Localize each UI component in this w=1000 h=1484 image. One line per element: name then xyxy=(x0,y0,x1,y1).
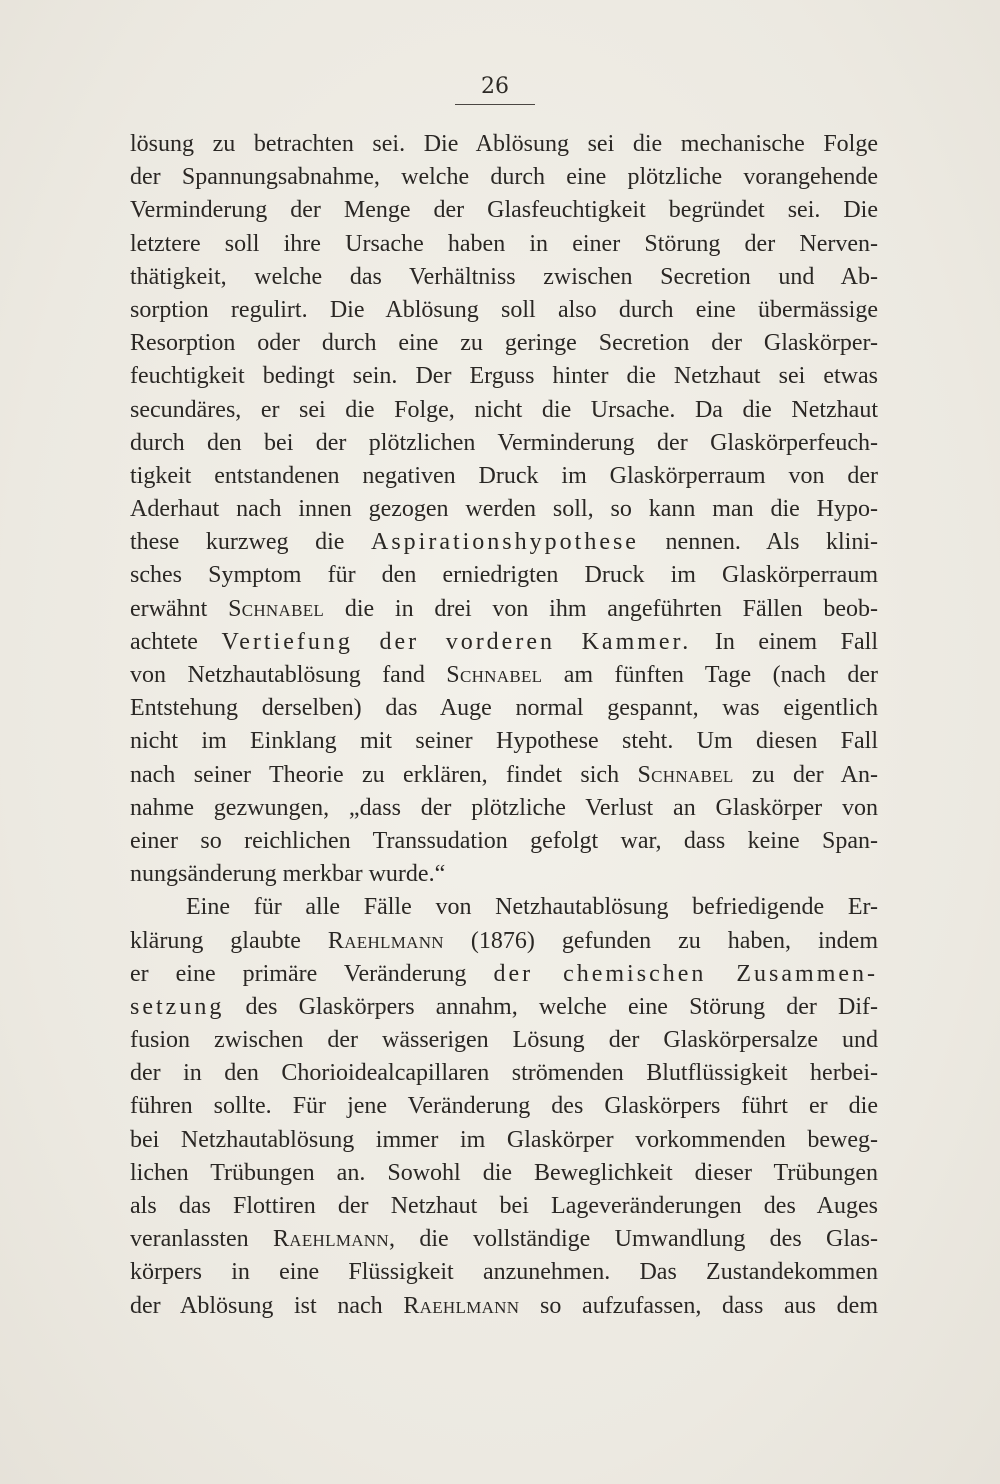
text-segment: die in drei von ihm angeführten Fällen beob- xyxy=(324,595,878,622)
text-line xyxy=(130,427,878,460)
text-line xyxy=(130,1290,878,1323)
text-segment: lösung zu betrachten sei. Die Ablösung sei die mechanische Folge xyxy=(130,131,878,157)
text-line xyxy=(130,228,878,261)
text-segment: (1876) gefunden zu haben, indem xyxy=(443,927,878,954)
text-segment: zu der An- xyxy=(733,761,878,788)
text-segment: fusion zwischen der wässerigen Lösung der Glaskörpersalze und xyxy=(130,1027,878,1054)
text-segment: nahme gezwungen, „dass der plötzliche Verlust an Glaskörper von xyxy=(130,794,878,821)
body-text xyxy=(130,128,878,1323)
text-segment: einer so reichlichen Transsudation gefolgt war, dass keine Span- xyxy=(130,827,878,854)
text-segment: Entstehung derselben) das Auge normal gespannt, was eigentlich xyxy=(130,695,878,722)
page-number: 26 xyxy=(481,74,509,99)
text-segment: nicht im Einklang mit seiner Hypothese steht. Um diesen Fall xyxy=(130,728,878,755)
text-line xyxy=(130,1223,878,1256)
spaced-emphasis: Vertiefung der vorderen Kammer. xyxy=(221,628,692,655)
page-number-rule xyxy=(455,104,535,105)
text-line xyxy=(130,526,878,559)
text-segment: nennen. Als klini- xyxy=(638,529,878,556)
text-segment: these kurzweg die xyxy=(130,529,371,556)
text-segment: Aderhaut nach innen gezogen werden soll, so kann man die Hypo- xyxy=(130,496,878,523)
text-segment: der in den Chorioidealcapillaren strömenden Blutflüssigkeit herbei- xyxy=(130,1060,878,1087)
text-segment: , die vollständige Umwandlung des Glas- xyxy=(388,1226,878,1253)
text-line xyxy=(130,593,878,626)
text-segment: der Ablösung ist nach xyxy=(130,1292,404,1319)
text-line xyxy=(130,792,878,825)
text-segment: achtete xyxy=(130,628,222,655)
text-line xyxy=(130,1024,878,1057)
text-segment: als das Flottiren der Netzhaut bei Lageveränderungen des Auges xyxy=(130,1193,878,1219)
text-line xyxy=(130,825,878,858)
author-name: Schnabel xyxy=(446,662,543,688)
text-segment: feuchtigkeit bedingt sein. Der Erguss hinter die Netzhaut sei etwas xyxy=(130,363,878,390)
text-line xyxy=(130,725,878,758)
text-line xyxy=(130,493,878,526)
text-line xyxy=(130,891,878,924)
text-line xyxy=(130,559,878,592)
text-segment: lichen Trübungen an. Sowohl die Beweglichkeit dieser Trübungen xyxy=(130,1159,878,1186)
text-segment: bei Netzhautablösung immer im Glaskörper vorkommenden beweg- xyxy=(130,1126,878,1153)
text-line xyxy=(130,1124,878,1157)
spaced-emphasis: Aspirationshypothese xyxy=(370,529,639,556)
text-line xyxy=(130,958,878,991)
text-line xyxy=(130,692,878,725)
text-line xyxy=(130,991,878,1024)
author-name: Raehlmann xyxy=(327,927,444,954)
text-segment: am fünften Tage (nach der xyxy=(542,662,878,688)
text-segment: Verminderung der Menge der Glasfeuchtigkeit begründet sei. Die xyxy=(130,197,878,224)
author-name: Raehlmann xyxy=(272,1226,389,1253)
text-line xyxy=(130,925,878,958)
text-segment: secundäres, er sei die Folge, nicht die Ursache. Da die Netzhaut xyxy=(130,396,878,423)
text-line xyxy=(130,161,878,194)
text-segment: sches Symptom für den erniedrigten Druck im Glaskörperraum xyxy=(130,562,878,589)
text-line xyxy=(130,1256,878,1289)
text-line xyxy=(130,626,878,659)
text-segment: von Netzhautablösung fand xyxy=(130,662,447,688)
text-line xyxy=(130,659,878,692)
text-segment: erwähnt xyxy=(130,595,229,622)
author-name: Schnabel xyxy=(228,595,325,622)
text-segment: letztere soll ihre Ursache haben in einer Störung der Nerven- xyxy=(130,230,878,257)
author-name: Schnabel xyxy=(637,761,734,788)
text-segment: In einem Fall xyxy=(691,628,878,655)
text-line xyxy=(130,858,878,891)
author-name: Raehlmann xyxy=(403,1292,520,1319)
text-line xyxy=(130,1057,878,1090)
text-line xyxy=(130,327,878,360)
text-segment: nach seiner Theorie zu erklären, findet sich xyxy=(130,761,638,788)
text-segment: tigkeit entstandenen negativen Druck im Glaskörperraum von der xyxy=(130,462,878,489)
text-segment: veranlassten xyxy=(130,1226,273,1253)
text-line xyxy=(130,360,878,393)
text-line xyxy=(130,261,878,294)
text-line xyxy=(130,1090,878,1123)
text-segment: des Glaskörpers annahm, welche eine Störung der Dif- xyxy=(224,993,878,1020)
text-segment: sorption regulirt. Die Ablösung soll also durch eine übermässige xyxy=(130,296,878,323)
spaced-emphasis: setzung xyxy=(130,993,225,1020)
text-segment: körpers in eine Flüssigkeit anzunehmen. Das Zustandekommen xyxy=(130,1259,878,1286)
text-line xyxy=(130,128,878,161)
text-segment: der Spannungsabnahme, welche durch eine plötzliche vorangehende xyxy=(130,164,878,191)
text-segment: Resorption oder durch eine zu geringe Secretion der Glaskörper- xyxy=(130,330,878,357)
text-line xyxy=(130,394,878,427)
text-segment: thätigkeit, welche das Verhältniss zwischen Secretion und Ab- xyxy=(130,263,878,290)
text-line xyxy=(130,194,878,227)
text-segment: klärung glaubte xyxy=(130,927,328,954)
text-segment: so aufzufassen, dass aus dem xyxy=(519,1292,878,1319)
spaced-emphasis: der chemischen Zusammen- xyxy=(493,960,878,987)
text-segment: führen sollte. Für jene Veränderung des Glaskörpers führt er die xyxy=(130,1093,878,1120)
text-line xyxy=(130,294,878,327)
text-segment: nungsänderung merkbar wurde.“ xyxy=(130,861,446,888)
text-line xyxy=(130,460,878,493)
text-line xyxy=(130,759,878,792)
text-segment: durch den bei der plötzlichen Verminderung der Glaskörperfeuch- xyxy=(130,429,878,456)
text-line xyxy=(130,1190,878,1223)
text-segment: Eine für alle Fälle von Netzhautablösung befriedigende Er- xyxy=(186,894,878,921)
text-line xyxy=(130,1157,878,1190)
text-segment: er eine primäre Veränderung xyxy=(130,960,494,987)
